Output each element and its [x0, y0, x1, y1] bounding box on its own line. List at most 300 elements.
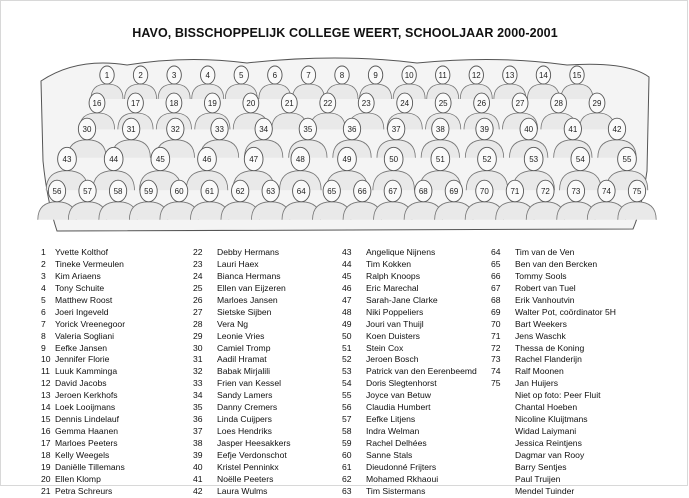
roster-entry — [41, 390, 125, 402]
roster-number: 53 — [342, 366, 352, 377]
roster-note — [491, 438, 616, 450]
roster-entry — [342, 426, 477, 438]
roster-name: Valeria Sogliani — [55, 330, 115, 341]
person-number-label: 67 — [388, 187, 398, 196]
roster-note-text: Jessica Reintjens — [515, 438, 582, 448]
roster-entry — [41, 271, 125, 283]
roster-name: Eefke Litjens — [366, 414, 416, 425]
roster-name: Tineke Vermeulen — [55, 258, 124, 269]
roster-name: Claudia Humbert — [366, 402, 431, 413]
person-number-label: 63 — [266, 187, 276, 196]
roster-number: 27 — [193, 306, 203, 317]
roster-number: 37 — [193, 426, 203, 437]
roster-note — [491, 474, 616, 486]
roster-number: 52 — [342, 354, 352, 365]
person-number-label: 74 — [602, 187, 611, 196]
roster-name: Jens Waschk — [515, 330, 566, 341]
roster-name: Tommy Sools — [515, 270, 567, 281]
roster-entry — [342, 247, 477, 259]
roster-entry — [193, 319, 291, 331]
person-number-label: 64 — [296, 187, 306, 196]
person-number-label: 53 — [529, 155, 539, 164]
roster-entry — [41, 343, 125, 355]
person-number-label: 52 — [482, 155, 492, 164]
roster-number: 1 — [41, 247, 46, 257]
roster-name: Ellen van Eijzeren — [217, 282, 286, 293]
roster-number: 29 — [193, 330, 203, 341]
roster-entry — [342, 343, 477, 355]
roster-number: 46 — [342, 282, 352, 293]
person-number-label: 44 — [109, 155, 119, 164]
roster-name: Bianca Hermans — [217, 270, 281, 281]
roster-entry — [41, 462, 125, 474]
roster-entry — [342, 283, 477, 295]
roster-entry — [41, 486, 125, 498]
roster-number: 13 — [41, 390, 51, 401]
roster-name: Linda Cuijpers — [217, 414, 272, 425]
person-number-label: 21 — [284, 99, 294, 108]
roster-number: 72 — [491, 342, 501, 353]
roster-number: 3 — [41, 270, 46, 281]
roster-number: 55 — [342, 390, 352, 401]
roster-note — [491, 402, 616, 414]
roster-name: Camiel Tromp — [217, 342, 271, 353]
roster-number: 58 — [342, 426, 352, 437]
roster-entry — [491, 354, 616, 366]
roster-number: 66 — [491, 270, 501, 281]
person-number-label: 12 — [471, 71, 481, 80]
roster-name: Gemma Haanen — [55, 426, 119, 437]
person-number-label: 45 — [155, 155, 165, 164]
roster-number: 25 — [193, 282, 203, 293]
person-number-label: 4 — [205, 71, 210, 80]
roster-number: 61 — [342, 461, 352, 472]
roster-number: 8 — [41, 330, 46, 341]
roster-name: Vera Ng — [217, 318, 249, 329]
person-number-label: 16 — [92, 99, 102, 108]
roster-note-text: Nicoline Kluijtmans — [515, 414, 588, 425]
person-number-label: 55 — [622, 155, 632, 164]
roster-number: 65 — [491, 258, 501, 269]
roster-name: Marloes Jansen — [217, 294, 278, 305]
roster-note-text: Mendel Tuinder — [515, 485, 575, 496]
roster-entry — [342, 474, 477, 486]
roster-name: Dieudonné Frijters — [366, 461, 437, 472]
roster-number: 49 — [342, 318, 352, 329]
person-number-label: 72 — [540, 187, 550, 196]
person-number-label: 28 — [554, 99, 563, 108]
roster-number: 75 — [491, 378, 501, 389]
roster-number: 60 — [342, 449, 352, 460]
roster-number: 51 — [342, 342, 352, 353]
person-number-label: 61 — [205, 187, 215, 196]
roster-number: 68 — [491, 294, 501, 305]
person-number-label: 37 — [391, 125, 401, 134]
roster-name: Bart Weekers — [515, 318, 567, 329]
roster-name: Aadil Hramat — [217, 354, 267, 365]
person-number-label: 9 — [373, 71, 378, 80]
roster-number: 14 — [41, 402, 51, 413]
person-number-label: 33 — [215, 125, 224, 134]
person-number-label: 46 — [202, 155, 212, 164]
roster-number: 22 — [193, 247, 203, 257]
roster-name: Angelique Nijnens — [366, 247, 436, 257]
person-number-label: 69 — [449, 187, 459, 196]
roster-note-text: Niet op foto: Peer Fluit — [515, 390, 601, 401]
roster-name: Yvette Kolthof — [55, 247, 109, 257]
roster-number: 73 — [491, 354, 501, 365]
roster-name: Thessa de Koning — [515, 342, 585, 353]
roster-name: Debby Hermans — [217, 247, 280, 257]
person-number-label: 42 — [612, 125, 622, 134]
roster-name: Loek Looijmans — [55, 402, 116, 413]
roster-entry — [491, 259, 616, 271]
roster-entry — [193, 271, 291, 283]
roster-number: 32 — [193, 366, 203, 377]
person-number-label: 58 — [113, 187, 123, 196]
person-number-label: 6 — [272, 71, 278, 80]
roster-name: Tony Schuite — [55, 282, 105, 293]
roster-name: Ralph Knoops — [366, 270, 420, 281]
person-number-label: 3 — [171, 71, 177, 80]
roster-number: 15 — [41, 414, 51, 425]
person-number-label: 65 — [327, 187, 337, 196]
person-number-label: 19 — [207, 99, 217, 108]
roster-name: Sietske Sijben — [217, 306, 272, 317]
roster-number: 6 — [41, 306, 46, 317]
roster-note-text: Chantal Hoeben — [515, 402, 578, 413]
roster-entry — [342, 366, 477, 378]
page-title: HAVO, BISSCHOPPELIJK COLLEGE WEERT, SCHOOLJAAR 2000-2001 — [132, 26, 558, 40]
person-number-label: 13 — [505, 71, 515, 80]
person-number-label: 49 — [342, 155, 352, 164]
roster-name: Marloes Peeters — [55, 438, 118, 448]
roster-name: Eefke Jansen — [55, 342, 108, 353]
roster-number: 4 — [41, 282, 46, 293]
roster-entry — [41, 474, 125, 486]
roster-note — [491, 414, 616, 426]
roster-number: 24 — [193, 270, 203, 281]
roster-entry — [491, 283, 616, 295]
person-number-label: 38 — [435, 125, 445, 134]
roster-entry — [342, 462, 477, 474]
roster-number: 26 — [193, 294, 203, 305]
person-number-label: 17 — [131, 99, 140, 108]
person-number-label: 27 — [515, 99, 525, 108]
roster-entry — [193, 247, 291, 259]
roster-entry — [41, 354, 125, 366]
roster-entry — [41, 307, 125, 319]
roster-entry — [491, 247, 616, 259]
person-number-label: 5 — [239, 71, 244, 80]
roster-number: 5 — [41, 294, 46, 305]
roster-number: 45 — [342, 270, 352, 281]
roster-number: 59 — [342, 438, 352, 448]
person-number-label: 36 — [347, 125, 357, 134]
roster-number: 18 — [41, 449, 51, 460]
roster-number: 67 — [491, 282, 501, 293]
roster-note — [491, 486, 616, 498]
roster-name: Noëlle Peeters — [217, 473, 274, 484]
roster-name: Jasper Heesakkers — [217, 438, 291, 448]
person-number-label: 10 — [404, 71, 414, 80]
roster-name: Frien van Kessel — [217, 378, 282, 389]
roster-entry — [342, 354, 477, 366]
roster-name: Walter Pot, coördinator 5H — [515, 306, 616, 317]
roster-number: 56 — [342, 402, 352, 413]
person-number-label: 22 — [323, 99, 333, 108]
roster-name: Joyce van Betuw — [366, 390, 431, 401]
person-number-label: 56 — [52, 187, 62, 196]
roster-name: David Jacobs — [55, 378, 107, 389]
roster-name: Leonie Vries — [217, 330, 265, 341]
person-number-label: 20 — [246, 99, 256, 108]
roster-number: 54 — [342, 378, 352, 389]
roster-number: 2 — [41, 258, 46, 269]
roster-column-3 — [342, 247, 477, 498]
roster-entry — [342, 450, 477, 462]
roster-entry — [491, 295, 616, 307]
person-number-label: 48 — [295, 155, 305, 164]
roster-entry — [193, 378, 291, 390]
roster-name: Ralf Moonen — [515, 366, 564, 377]
roster-name: Ellen Klomp — [55, 473, 101, 484]
roster-entry — [491, 378, 616, 390]
roster-entry — [342, 271, 477, 283]
roster-number: 64 — [491, 247, 501, 257]
person-number-label: 23 — [361, 99, 371, 108]
roster-number: 39 — [193, 449, 203, 460]
person-number-label: 60 — [174, 187, 184, 196]
roster-entry — [491, 331, 616, 343]
roster-number: 10 — [41, 354, 51, 365]
person-number-label: 24 — [400, 99, 410, 108]
person-number-label: 14 — [538, 71, 548, 80]
person-number-label: 11 — [438, 71, 447, 80]
roster-name: Lauri Haex — [217, 258, 259, 269]
roster-note-text: Widad Laiymani — [515, 426, 577, 437]
roster-number: 40 — [193, 461, 203, 472]
roster-entry — [342, 295, 477, 307]
roster-entry — [193, 426, 291, 438]
roster-name: Kim Ariaens — [55, 270, 101, 281]
roster-number: 28 — [193, 318, 203, 329]
roster-entry — [193, 402, 291, 414]
roster-entry — [193, 259, 291, 271]
roster-name: Petra Schreurs — [55, 485, 113, 496]
roster-entry — [193, 390, 291, 402]
roster-name: Tim Kokken — [366, 258, 412, 269]
roster-name: Luuk Kamminga — [55, 366, 118, 377]
person-number-label: 54 — [575, 155, 585, 164]
person-number-label: 50 — [389, 155, 399, 164]
roster-number: 70 — [491, 318, 501, 329]
roster-entry — [41, 414, 125, 426]
person-number-label: 68 — [418, 187, 428, 196]
person-number-label: 1 — [104, 71, 110, 80]
roster-entry — [193, 474, 291, 486]
roster-note-text: Barry Sentjes — [515, 461, 567, 472]
roster-name: Matthew Roost — [55, 294, 113, 305]
roster-number: 17 — [41, 438, 51, 448]
person-number-label: 26 — [477, 99, 487, 108]
roster-number: 62 — [342, 473, 352, 484]
roster-name: Jennifer Florie — [55, 354, 110, 365]
roster-entry — [193, 331, 291, 343]
person-number-label: 18 — [169, 99, 179, 108]
roster-entry — [342, 438, 477, 450]
roster-entry — [193, 283, 291, 295]
roster-entry — [41, 259, 125, 271]
person-number-label: 47 — [249, 155, 259, 164]
roster-entry — [342, 319, 477, 331]
person-number-label: 31 — [126, 125, 136, 134]
person-number-label: 66 — [357, 187, 367, 196]
roster-name: Eric Marechal — [366, 282, 419, 293]
roster-entry — [41, 295, 125, 307]
roster-number: 41 — [193, 473, 203, 484]
roster-entry — [193, 450, 291, 462]
roster-name: Kelly Weegels — [55, 449, 110, 460]
roster-number: 48 — [342, 306, 352, 317]
roster-number: 57 — [342, 414, 352, 425]
roster-number: 36 — [193, 414, 203, 425]
roster-name: Sandy Lamers — [217, 390, 273, 401]
roster-entry — [193, 366, 291, 378]
roster-entry — [491, 319, 616, 331]
roster-name: Indra Welman — [366, 426, 420, 437]
person-number-label: 35 — [303, 125, 313, 134]
roster-number: 31 — [193, 354, 203, 365]
roster-number: 9 — [41, 342, 46, 353]
roster-column-1 — [41, 247, 125, 498]
roster-entry — [193, 486, 291, 498]
person-number-label: 41 — [568, 125, 578, 134]
roster-column-2 — [193, 247, 291, 498]
person-number-label: 71 — [510, 187, 520, 196]
roster-entry — [193, 354, 291, 366]
roster-name: Rachel Delhées — [366, 438, 427, 448]
person-number-label: 15 — [572, 71, 582, 80]
roster-entry — [41, 247, 125, 259]
roster-name: Sanne Stals — [366, 449, 413, 460]
roster-note — [491, 462, 616, 474]
roster-entry — [342, 307, 477, 319]
roster-note — [491, 450, 616, 462]
roster-entry — [342, 378, 477, 390]
roster-number: 35 — [193, 402, 203, 413]
person-number-label: 43 — [62, 155, 72, 164]
roster-number: 33 — [193, 378, 203, 389]
roster-number: 50 — [342, 330, 352, 341]
roster-number: 12 — [41, 378, 51, 389]
roster-entry — [41, 366, 125, 378]
roster-entry — [41, 450, 125, 462]
roster-name: Doris Slegtenhorst — [366, 378, 437, 389]
roster-name: Erik Vanhoutvin — [515, 294, 575, 305]
roster-number: 63 — [342, 485, 352, 496]
roster-note-text: Paul Truijen — [515, 473, 561, 484]
roster-name: Robert van Tuel — [515, 282, 576, 293]
roster-name: Daniëlle Tillemans — [55, 461, 125, 472]
person-number-label: 62 — [235, 187, 245, 196]
roster-name: Loes Hendriks — [217, 426, 272, 437]
person-number-label: 2 — [138, 71, 143, 80]
roster-number: 74 — [491, 366, 501, 377]
roster-name: Kristel Penninkx — [217, 461, 279, 472]
roster-number: 21 — [41, 485, 51, 496]
roster-entry — [491, 366, 616, 378]
person-number-label: 32 — [170, 125, 180, 134]
roster-entry — [342, 390, 477, 402]
roster-name: Ben van den Bercken — [515, 258, 598, 269]
roster-name: Mohamed Rkhaoui — [366, 473, 439, 484]
roster-name: Yorick Vreenegoor — [55, 318, 126, 329]
roster-name: Stein Cox — [366, 342, 404, 353]
roster-entry — [41, 378, 125, 390]
roster-entry — [491, 307, 616, 319]
roster-note-text: Dagmar van Rooy — [515, 449, 585, 460]
person-number-label: 57 — [83, 187, 92, 196]
roster-name: Patrick van den Eerenbeemd — [366, 366, 477, 377]
roster-entry — [342, 402, 477, 414]
roster-note — [491, 390, 616, 402]
roster-number: 47 — [342, 294, 352, 305]
roster-number: 23 — [193, 258, 203, 269]
roster-entry — [491, 343, 616, 355]
person-number-label: 30 — [82, 125, 92, 134]
person-number-label: 40 — [524, 125, 534, 134]
roster-entry — [342, 486, 477, 498]
roster-number: 38 — [193, 438, 203, 448]
person-number-label: 25 — [438, 99, 448, 108]
person-number-label: 29 — [592, 99, 602, 108]
roster-name: Laura Wulms — [217, 485, 268, 496]
roster-entry — [193, 462, 291, 474]
roster-number: 16 — [41, 426, 51, 437]
roster-number: 69 — [491, 306, 501, 317]
roster-name: Babak Mirjalili — [217, 366, 271, 377]
roster-number: 19 — [41, 461, 51, 472]
roster-number: 30 — [193, 342, 203, 353]
roster-entry — [193, 414, 291, 426]
roster-name: Tim Sistermans — [366, 485, 426, 496]
sketch-drawing — [37, 51, 653, 237]
person-number-label: 8 — [339, 71, 345, 80]
person-number-label: 70 — [479, 187, 489, 196]
roster-name: Rachel Flanderijn — [515, 354, 582, 365]
roster-name: Dennis Lindelauf — [55, 414, 120, 425]
roster-note — [491, 426, 616, 438]
roster-entry — [193, 438, 291, 450]
roster-number: 34 — [193, 390, 203, 401]
roster-entry — [41, 402, 125, 414]
roster-number: 44 — [342, 258, 352, 269]
roster-name: Joeri Ingeveld — [55, 306, 109, 317]
roster-name: Koen Duisters — [366, 330, 420, 341]
person-number-label: 34 — [259, 125, 269, 134]
roster-entry — [491, 271, 616, 283]
roster-entry — [41, 426, 125, 438]
person-number-label: 7 — [306, 71, 311, 80]
roster-entry — [41, 319, 125, 331]
roster-entry — [342, 331, 477, 343]
roster-name: Sarah-Jane Clarke — [366, 294, 438, 305]
roster-name: Niki Poppeliers — [366, 306, 424, 317]
person-number-label: 51 — [435, 155, 445, 164]
roster-number: 43 — [342, 247, 352, 257]
roster-name: Jeroen Kerkhofs — [55, 390, 118, 401]
